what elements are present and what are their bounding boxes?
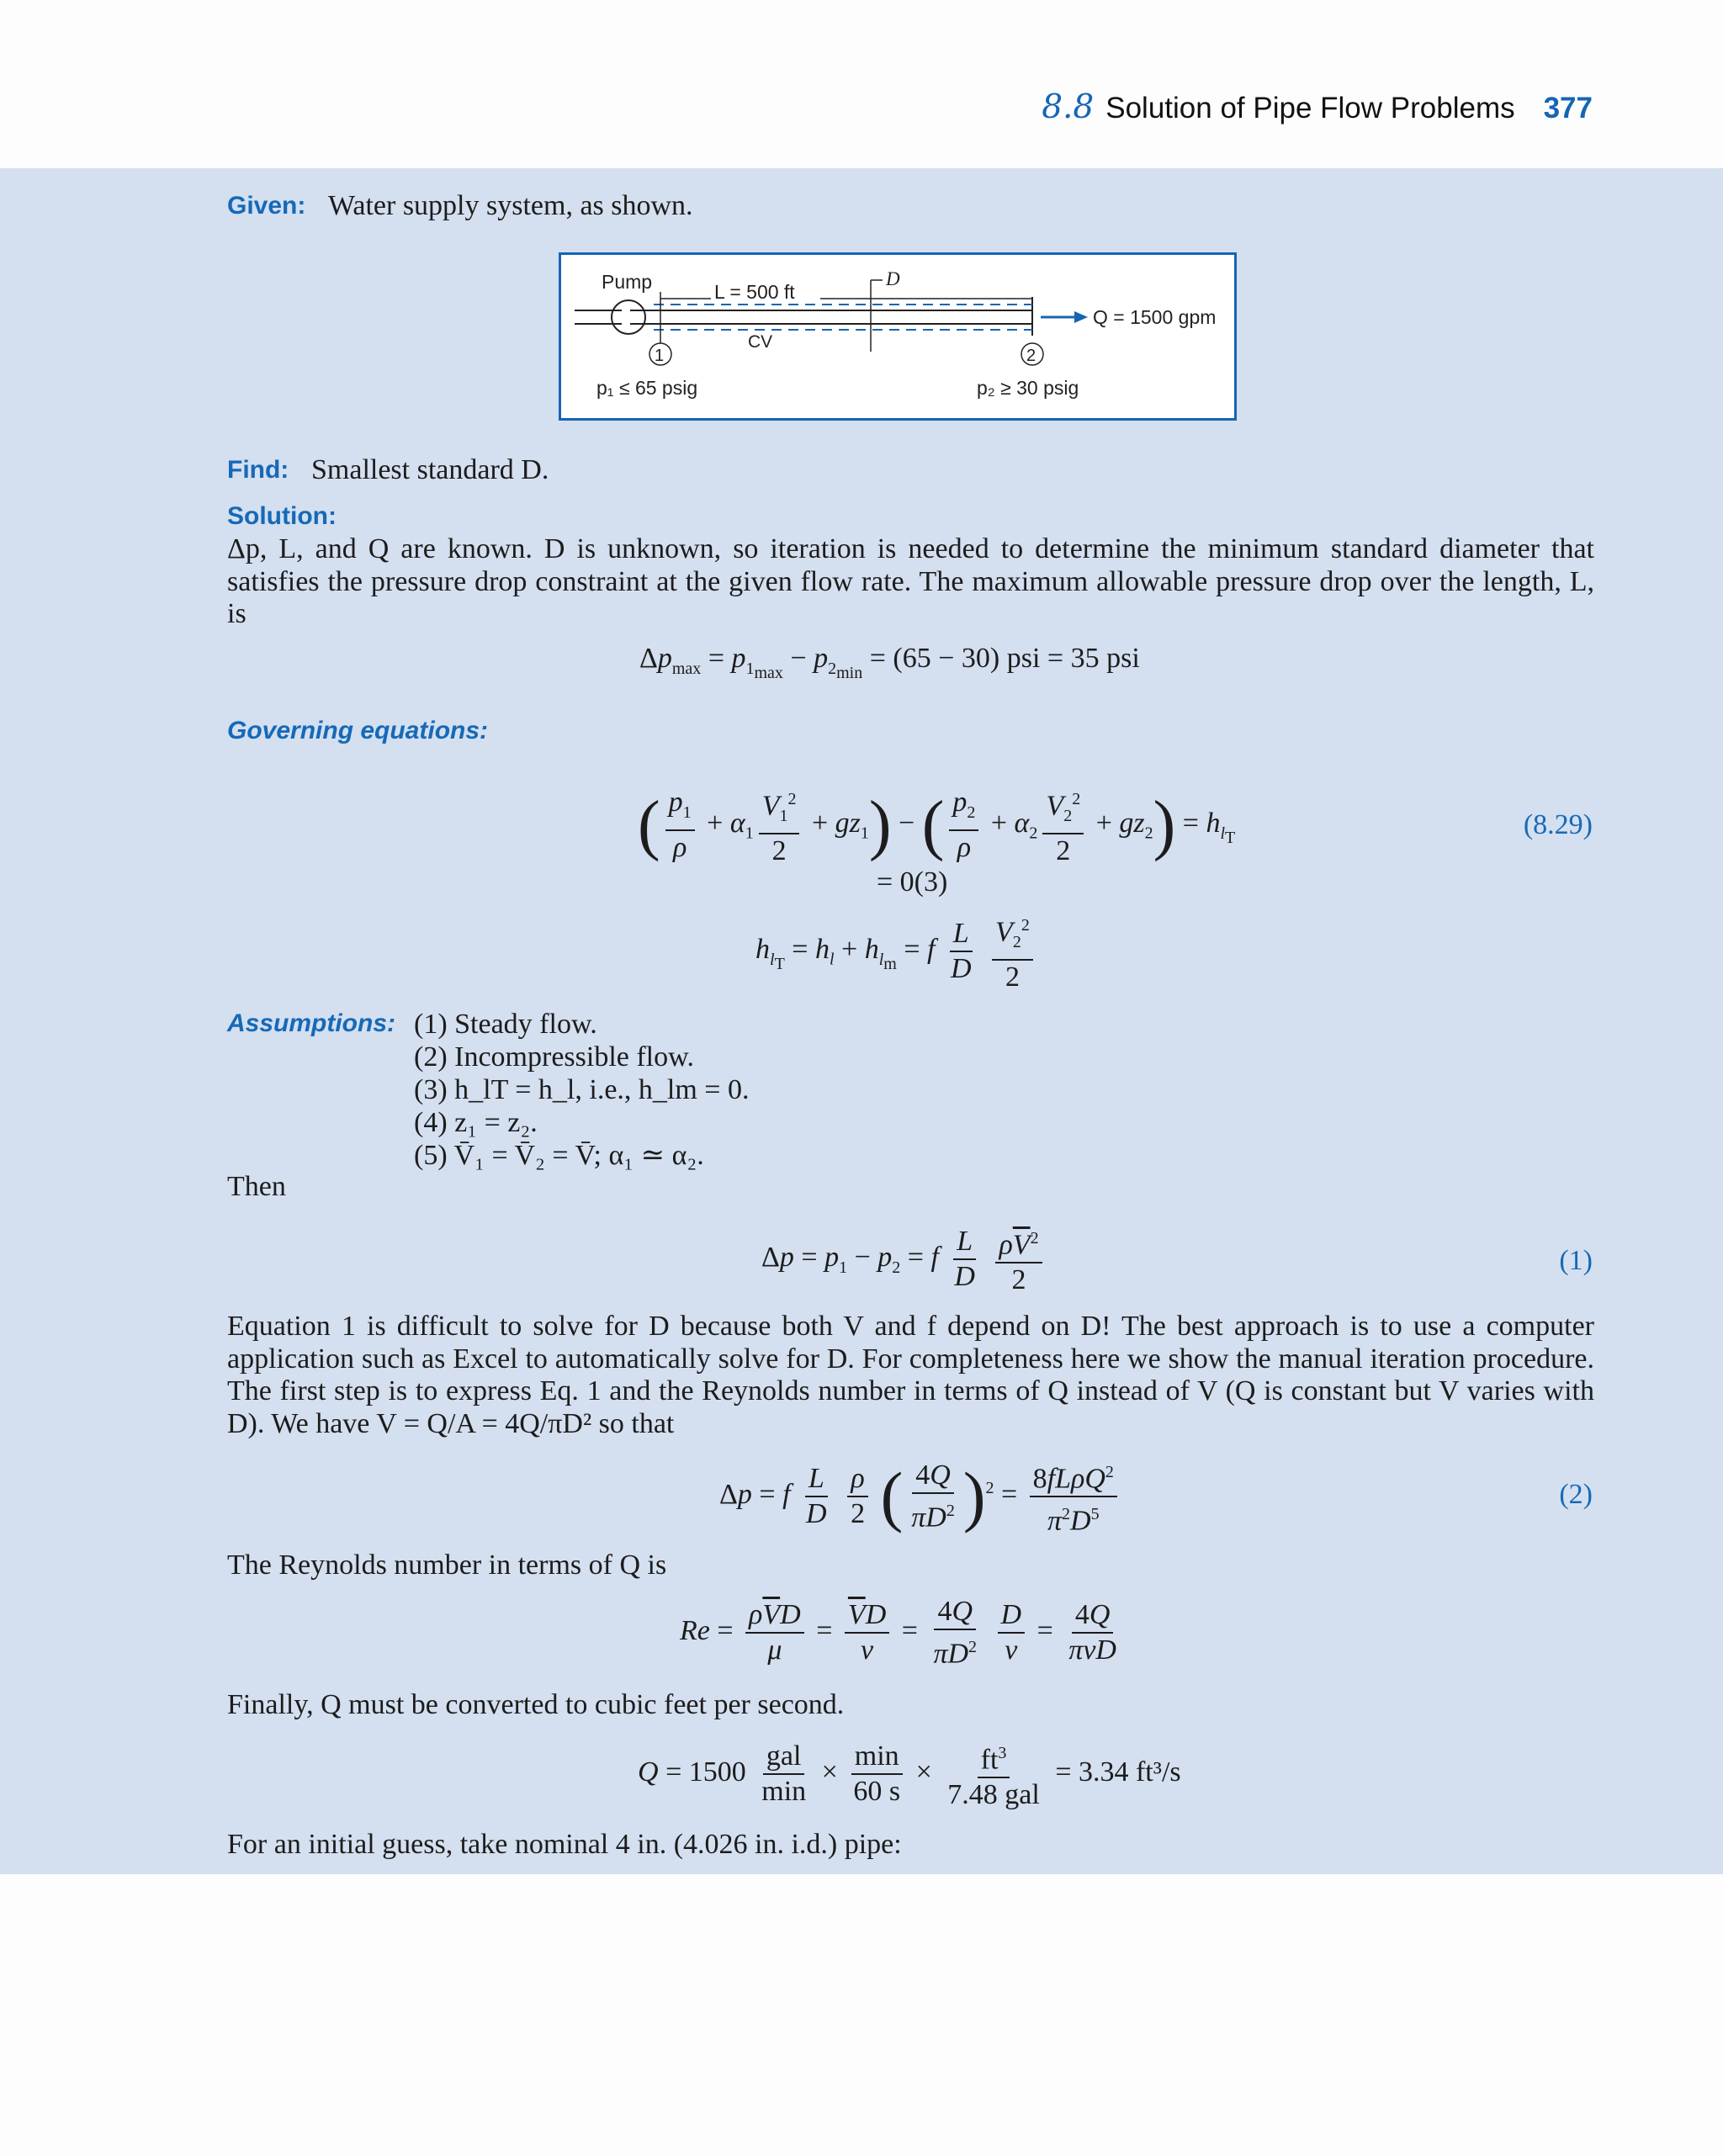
- equation-number-1: (1): [1559, 1245, 1593, 1276]
- equation-number-2: (2): [1559, 1479, 1593, 1510]
- assumption-item: (5) V̄₁ = V̄₂ = V̄; α₁ ≃ α₂.: [414, 1140, 704, 1171]
- iteration-paragraph: Equation 1 is difficult to solve for D because both V and f depend on D! The best approach is to use a computer application such as Excel to automatically solve for D. For completeness here we show the manual iteration procedure. The first step is to express Eq. 1 and the Reynolds number in terms of Q instead of V (Q is constant but V varies with D). We have V = Q/A = 4Q/πD² so that: [227, 1311, 1594, 1439]
- flow-result: = 3.34 ft³/s: [1055, 1756, 1181, 1788]
- assumption-item: (3) h_lT = h_l, i.e., h_lm = 0.: [414, 1074, 750, 1105]
- governing-label: Governing equations:: [227, 717, 489, 744]
- equation-2: Δp = f $\frac{L}{D}$ $\frac{\rho}{2}$ ( $\frac{4Q}{\pi D^2}$ )$^2$ = $\frac{8fL\rho Q^2}{\pi^2D^5}$: [719, 1455, 1122, 1539]
- length-label: L = 500 ft: [714, 281, 795, 303]
- find-label: Find:: [227, 456, 289, 484]
- energy-equation: ( $\frac{p_1}{\rho}$ + $\alpha_1$ $\frac{V_1^2}{2}$ + $gz_1$) − ( $\frac{p_2}{\rho}$ + $\alpha_2$ $\frac{V_2^2}{2}$ + $gz_2) = h_{l_T}$: [638, 782, 1235, 868]
- convert-intro: Finally, Q must be converted to cubic feet per second.: [227, 1689, 845, 1720]
- head-loss-equation: $h_{l_T} = h_l + h_{l_m} = f$ $\frac{L}{D}$ $\frac{V_2^2}{2}$: [755, 908, 1038, 994]
- pump-label: Pump: [602, 271, 653, 293]
- find-text: Smallest standard D.: [311, 454, 549, 485]
- solution-paragraph: Δp, L, and Q are known. D is unknown, so iteration is needed to determine the minimum standard diameter that satisfies the pressure drop constraint at the given flow rate. The maximum allowable pressure drop over the length, L, is: [227, 533, 1594, 629]
- cv-label: CV: [748, 332, 773, 352]
- pump-icon: [612, 300, 645, 334]
- assumption-item: (1) Steady flow.: [414, 1009, 597, 1040]
- solution-label: Solution:: [227, 502, 337, 530]
- reynolds-intro: The Reynolds number in terms of Q is: [227, 1549, 667, 1581]
- section-title: Solution of Pipe Flow Problems: [1105, 92, 1515, 124]
- assumption-item: (2) Incompressible flow.: [414, 1041, 694, 1073]
- p2-label: p₂ ≥ 30 psig: [977, 377, 1079, 399]
- diameter-label: D: [886, 268, 900, 289]
- then-text: Then: [227, 1171, 286, 1202]
- given-label: Given:: [227, 192, 306, 220]
- station-1-number: 1: [655, 347, 665, 365]
- pipe-diagram: [561, 255, 1234, 418]
- section-number: 8.8: [1042, 88, 1095, 126]
- flow-label: Q = 1500 gpm: [1093, 306, 1217, 328]
- station-2-number: 2: [1026, 347, 1036, 365]
- running-header: [1042, 88, 1593, 126]
- pipe-system-figure: [559, 252, 1237, 421]
- pressure-drop-value: = (65 − 30) psi = 35 psi: [869, 643, 1140, 674]
- assumption-item: (4) z₁ = z₂.: [414, 1107, 538, 1138]
- max-pressure-drop-equation: $\Delta p_{max} = p_{1_{max}} - p_{2_{min}} = (65 - 30)$ psi = 35 psi: [639, 643, 1140, 682]
- zero-note: = 0(3): [877, 866, 948, 898]
- page-number: 377: [1543, 92, 1593, 124]
- p1-label: p₁ ≤ 65 psig: [596, 377, 698, 399]
- equation-number-8-29: (8.29): [1523, 809, 1593, 840]
- initial-guess-text: For an initial guess, take nominal 4 in. (4.026 in. i.d.) pipe:: [227, 1829, 902, 1860]
- given-text: Water supply system, as shown.: [328, 190, 693, 221]
- assumptions-label: Assumptions:: [227, 1009, 396, 1037]
- reynolds-equation: Re = $\frac{\rho\overline{V}D}{\mu}$ = $\frac{\overline{V}D}{\nu}$ = $\frac{4Q}{\pi D^2}$ $\frac{D}{\nu}$ = $\frac{4Q}{\text{πνD}}$: [680, 1596, 1116, 1670]
- flow-conversion-equation: Q = 1500 $\frac{\text{gal}}{\min}$ × $\frac{\min}{60 s}$ × $\frac{ft^3}{\text{7.48 gal}}$ = 3.34 ft³/s: [638, 1736, 1181, 1812]
- equation-1: $\Delta p = p_1 - p_2 = f$ $\frac{L}{D}$ $\frac{\rho\overline{V}^2}{2}$: [761, 1221, 1047, 1297]
